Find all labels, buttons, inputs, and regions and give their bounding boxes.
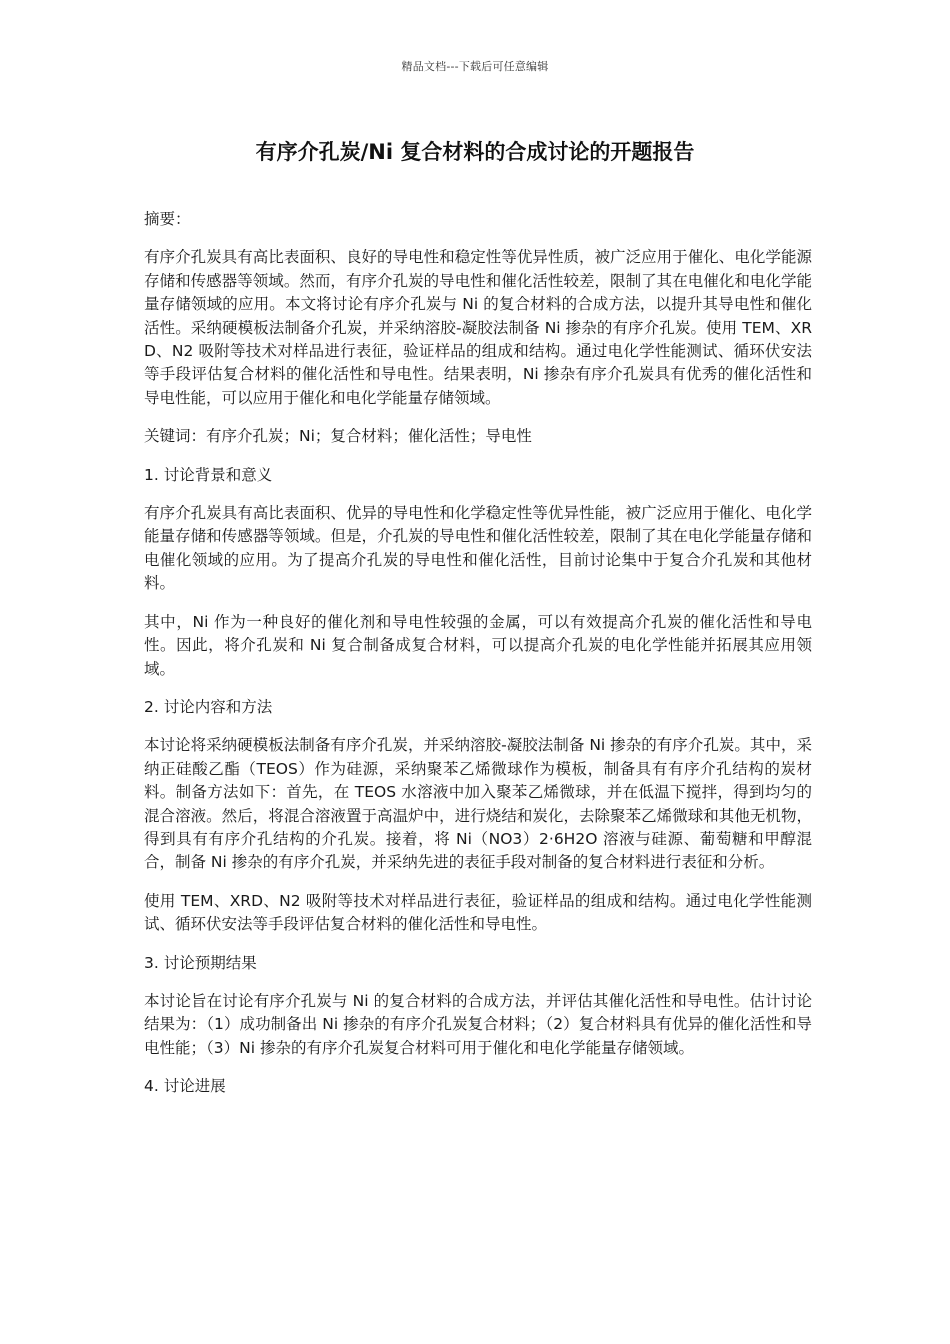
section-heading-methods: 2. 讨论内容和方法 [144,697,273,716]
section-expected-results-paragraph: 本讨论旨在讨论有序介孔炭与 Ni 的复合材料的合成方法，并评估其催化活性和导电性。估计讨论结果为：（1）成功制备出 Ni 掺杂的有序介孔炭复合材料；（2）复合材料具有优异的催化活性和导电性能；（3）Ni 掺杂的有序介孔炭复合材料可用于催化和电化学能量存储领域。 [144,991,812,1057]
section-methods-paragraph: 本讨论将采纳硬模板法制备有序介孔炭，并采纳溶胶-凝胶法制备 Ni 掺杂的有序介孔炭。其中，采纳正硅酸乙酯（TEOS）作为硅源，采纳聚苯乙烯微球作为模板，制备具有有序介孔结构的炭材料。制备方法如下：首先，在 TEOS 水溶液中加入聚苯乙烯微球，并在低温下搅拌，得到均匀的混合溶液。然后，将混合溶液置于高温炉中，进行烧结和炭化，去除聚苯乙烯微球和其他无机物，得到具有有序介孔结构的介孔炭。接着，将 Ni（NO3）2·6H2O 溶液与硅源、葡萄糖和甲醇混合，制备 Ni 掺杂的有序介孔炭，并采纳先进的表征手段对制备的复合材料进行表征和分析。 [144,736,812,872]
section-heading-progress: 4. 讨论进展 [144,1077,226,1096]
document-title: 有序介孔炭/Ni 复合材料的合成讨论的开题报告 [255,140,695,164]
header-note: 精品文档---下载后可任意编辑 [401,60,549,73]
section-heading-expected-results: 3. 讨论预期结果 [144,953,257,972]
section-heading-background: 1. 讨论背景和意义 [144,465,273,484]
section-background-paragraph: 有序介孔炭具有高比表面积、优异的导电性和化学稳定性等优异性能，被广泛应用于催化、电化学能量存储和传感器等领域。但是，介孔炭的导电性和催化活性较差，限制了其在电化学能量存储和电催化领域的应用。为了提高介孔炭的导电性和催化活性，目前讨论集中于复合介孔炭和其他材料。 [144,504,812,593]
section-methods-paragraph: 使用 TEM、XRD、N2 吸附等技术对样品进行表征，验证样品的组成和结构。通过电化学性能测试、循环伏安法等手段评估复合材料的催化活性和导电性。 [144,891,812,934]
abstract-label: 摘要： [144,210,191,228]
keywords-line: 关键词：有序介孔炭；Ni；复合材料；催化活性；导电性 [144,427,532,446]
section-background-paragraph: 其中，Ni 作为一种良好的催化剂和导电性较强的金属，可以有效提高介孔炭的催化活性和导电性。因此，将介孔炭和 Ni 复合制备成复合材料，可以提高介孔炭的电化学性能并拓展其应用领域。 [144,612,812,678]
document-body [144,208,812,1114]
abstract-paragraph: 有序介孔炭具有高比表面积、良好的导电性和稳定性等优异性质，被广泛应用于催化、电化学能源存储和传感器等领域。然而，有序介孔炭的导电性和催化活性较差，限制了其在电催化和电化学能量存储领域的应用。本文将讨论有序介孔炭与 Ni 的复合材料的合成方法，以提升其导电性和催化活性。采纳硬模板法制备介孔炭，并采纳溶胶-凝胶法制备 Ni 掺杂的有序介孔炭。使用 TEM、XRD、N2 吸附等技术对样品进行表征，验证样品的组成和结构。通过电化学性能测试、循环伏安法等手段评估复合材料的催化活性和导电性。结果表明，Ni 掺杂有序介孔炭具有优秀的催化活性和导电性能，可以应用于催化和电化学能量存储领域。 [144,248,812,407]
